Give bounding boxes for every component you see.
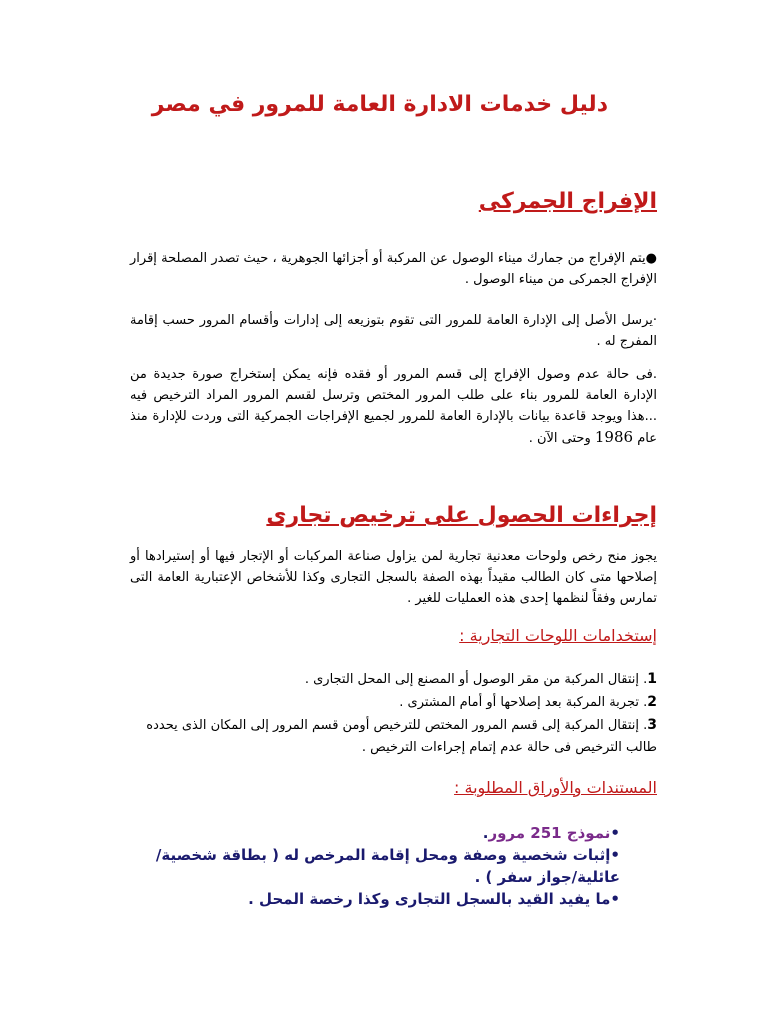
document-title: دليل خدمات الادارة العامة للمرور في مصر: [151, 92, 608, 117]
list-item-number: 1: [647, 671, 657, 687]
list-item-text: . إنتقال المركبة إلى قسم المرور المختص للترخيص أومن قسم المرور إلى المكان الذى يحدده طالب الترخيص فى حالة عدم إتمام إجراءات الترخيص .: [146, 718, 657, 755]
commercial-intro: يجوز منح رخص ولوحات معدنية تجارية لمن يزاول صناعة المركبات أو الإتجار فيها أو إستيرادها أو إصلاحها متى كان الطالب مقيداً بهذه الصفة بالسجل التجارى وكذا للأشخاص الإعتبارية العامة التى تمارس وفقاً لنظمها إحدى هذه العمليات للغير .: [130, 549, 657, 606]
bullet-icon: •: [610, 824, 620, 842]
list-item-number: 3: [647, 717, 657, 733]
required-documents-list: [150, 822, 620, 910]
customs-paragraph-3: [130, 364, 657, 449]
list-item-number: 2: [647, 694, 657, 710]
customs-year: 1986: [594, 428, 634, 446]
plates-uses-heading: إستخدامات اللوحات التجارية :: [459, 626, 657, 645]
list-item: [150, 822, 620, 844]
commercial-license-heading: إجراءات الحصول على ترخيص تجارى: [266, 503, 657, 528]
bullet-icon: •: [610, 890, 620, 908]
customs-paragraph-1: ●يتم الإفراج من جمارك ميناء الوصول عن المركبة أو أجزائها الجوهرية ، حيث تصدر المصلحة إقرار الإفراج الجمركى من ميناء الوصول .: [130, 251, 657, 287]
list-item-suffix: .: [482, 824, 489, 842]
list-item-text: . إنتقال المركبة من مقر الوصول أو المصنع إلى المحل التجارى .: [304, 672, 648, 687]
list-item-text: نموذج 251 مرور: [488, 824, 611, 842]
customs-paragraph-3-end: وحتى الآن .: [528, 431, 591, 446]
customs-paragraph-2: ·يرسل الأصل إلى الإدارة العامة للمرور التى تقوم بتوزيعه إلى إدارات وأقسام المرور حسب إقامة المفرج له .: [130, 313, 657, 349]
list-item: [150, 888, 620, 910]
list-item: [150, 844, 620, 888]
customs-paragraph-3-text: .فى حالة عدم وصول الإفراج إلى قسم المرور أو فقده فإنه يمكن إستخراج صورة جديدة من الإدارة العامة للمرور بناء على طلب المرور المختص وترسل لقسم المرور المراد الترخيص فيه ...هذا ويوجد قاعدة بيانات بالإدارة العامة للمرور لجميع الإفراجات الجمركية التى وردت للإدارة منذ عام: [130, 367, 657, 446]
required-documents-heading: المستندات والأوراق المطلوبة :: [454, 778, 657, 797]
list-item-text: ما يفيد القيد بالسجل التجارى وكذا رخصة المحل .: [248, 890, 611, 908]
plates-uses-list: [130, 668, 657, 759]
list-item: [130, 691, 657, 714]
list-item-text: إثبات شخصية وصفة ومحل إقامة المرخص له ( بطاقة شخصية/عائلية/جواز سفر ) .: [155, 846, 620, 886]
customs-heading: الإفراج الجمركى: [478, 189, 657, 214]
list-item-text: . تجربة المركبة بعد إصلاحها أو أمام المشترى .: [399, 695, 648, 710]
list-item: [130, 668, 657, 691]
bullet-icon: •: [610, 846, 620, 864]
list-item: [130, 714, 657, 759]
